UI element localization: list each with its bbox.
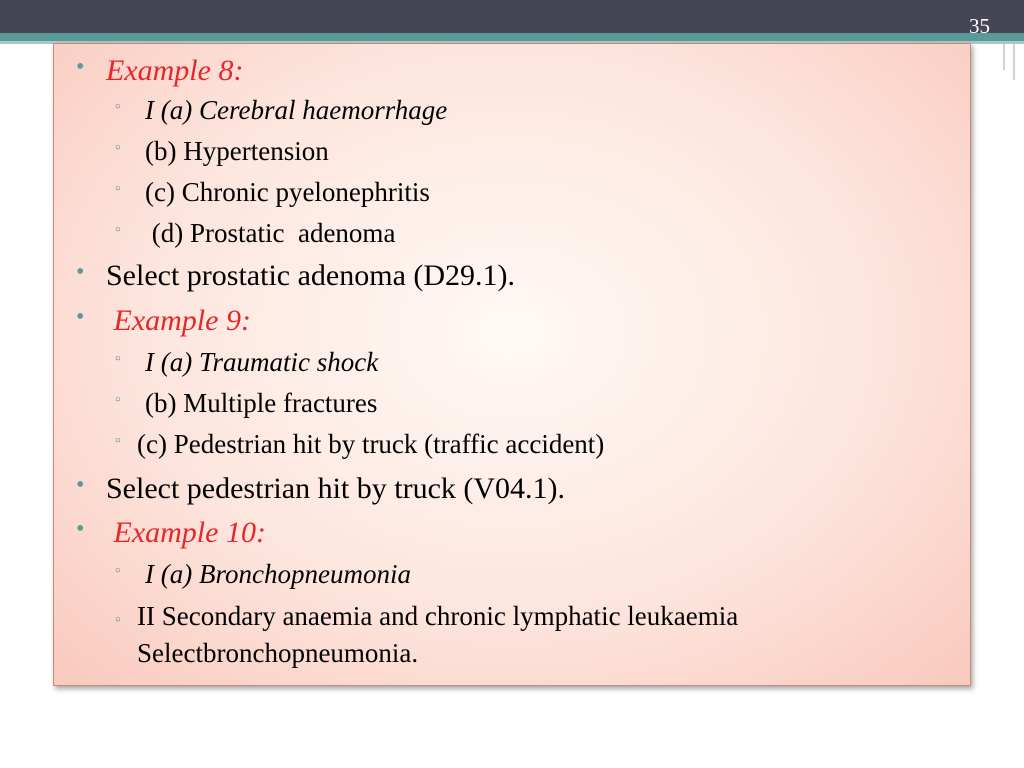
header-accent-band	[0, 33, 1024, 41]
list-item	[76, 516, 266, 550]
list-item	[76, 472, 566, 506]
list-item	[115, 347, 379, 378]
item-text: Select pedestrian hit by truck (V04.1).	[106, 472, 566, 505]
bullet-icon: ▫	[115, 99, 121, 115]
example-heading: Example 10:	[106, 516, 266, 549]
list-item	[115, 559, 411, 590]
item-text: I (a) Bronchopneumonia	[145, 559, 411, 589]
bullet-icon: ▫	[115, 181, 121, 197]
item-text: (b) Multiple fractures	[145, 388, 378, 418]
list-item	[115, 388, 378, 419]
list-item	[115, 218, 396, 249]
content-box	[53, 43, 971, 686]
bullet-icon: ▫	[115, 563, 121, 579]
decor-line	[1013, 44, 1015, 80]
list-item	[115, 95, 448, 126]
list-item	[76, 54, 244, 88]
list-item	[115, 429, 605, 460]
item-text: (b) Hypertension	[145, 136, 329, 166]
bullet-icon: ▫	[115, 351, 121, 367]
example-heading: Example 9:	[106, 304, 251, 337]
list-item	[115, 598, 917, 672]
decor-line	[1003, 44, 1005, 70]
bullet-icon: ▫	[115, 392, 121, 408]
list-item	[115, 177, 430, 208]
bullet-icon: ▫	[115, 140, 121, 156]
bullet-icon: ▫	[115, 612, 121, 628]
item-text: I (a) Traumatic shock	[145, 347, 379, 377]
bullet-icon: ▫	[115, 222, 121, 238]
bullet-icon: •	[76, 259, 85, 285]
item-text: II Secondary anaemia and chronic lymphatic leukaemia Selectbronchopneumonia.	[137, 601, 739, 668]
list-item	[115, 136, 329, 167]
list-item	[76, 259, 516, 293]
item-text: Select prostatic adenoma (D29.1).	[106, 259, 516, 292]
item-text: (c) Chronic pyelonephritis	[145, 177, 430, 207]
bullet-icon: ▫	[115, 433, 121, 449]
item-text: (d) Prostatic adenoma	[145, 218, 396, 248]
bullet-icon: •	[76, 516, 85, 542]
example-heading: Example 8:	[106, 54, 244, 87]
slide-number: 35	[969, 14, 990, 38]
header-bar	[0, 0, 1024, 33]
item-text: (c) Pedestrian hit by truck (traffic accident)	[137, 429, 605, 459]
bullet-icon: •	[76, 54, 85, 80]
bullet-icon: •	[76, 472, 85, 498]
item-text: I (a) Cerebral haemorrhage	[145, 95, 448, 125]
bullet-icon: •	[76, 304, 85, 330]
list-item	[76, 304, 251, 338]
